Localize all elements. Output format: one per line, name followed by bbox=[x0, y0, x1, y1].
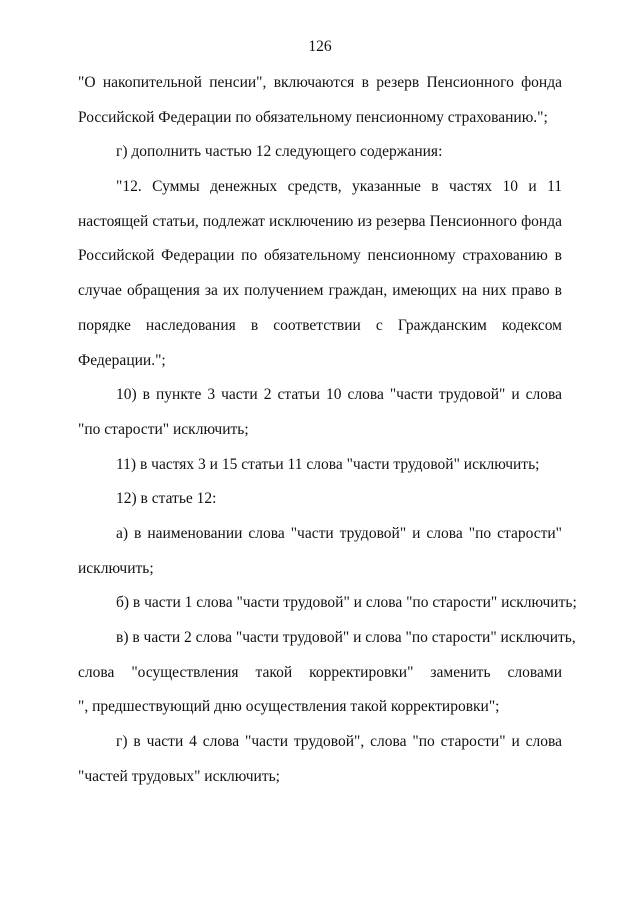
text-line: Российской Федерации по обязательному пенсионному страхованию в bbox=[78, 247, 562, 265]
text-line: Федерации."; bbox=[78, 351, 166, 369]
text-line: а) в наименовании слова "части трудовой" и слова "по старости" bbox=[116, 524, 562, 542]
text-line: "по старости" исключить; bbox=[78, 420, 249, 438]
text-line: настоящей статьи, подлежат исключению из резерва Пенсионного фонда bbox=[78, 212, 562, 230]
text-line: в) в части 2 слова "части трудовой" и слова "по старости" исключить, bbox=[116, 629, 576, 646]
text-line: г) дополнить частью 12 следующего содержания: bbox=[116, 143, 443, 161]
text-line: исключить; bbox=[78, 559, 154, 577]
text-line: "12. Суммы денежных средств, указанные в частях 10 и 11 bbox=[116, 178, 562, 196]
text-line: порядке наследования в соответствии с Гражданским кодексом bbox=[78, 316, 562, 334]
text-line: 11) в частях 3 и 15 статьи 11 слова "части трудовой" исключить; bbox=[116, 455, 540, 473]
text-line: б) в части 1 слова "части трудовой" и слова "по старости" исключить; bbox=[116, 594, 577, 612]
text-line: случае обращения за их получением граждан, имеющих на них право в bbox=[78, 282, 562, 300]
text-line: г) в части 4 слова "части трудовой", слова "по старости" и слова bbox=[116, 733, 562, 751]
text-line: слова "осуществления такой корректировки" заменить словами bbox=[78, 663, 562, 681]
text-line: Российской Федерации по обязательному пенсионному страхованию."; bbox=[78, 108, 548, 126]
text-line: "частей трудовых" исключить; bbox=[78, 767, 280, 785]
text-line: "О накопительной пенсии", включаются в резерв Пенсионного фонда bbox=[78, 74, 562, 91]
text-line: 10) в пункте 3 части 2 статьи 10 слова "части трудовой" и слова bbox=[116, 386, 562, 404]
text-line: ", предшествующий дню осуществления такой корректировки"; bbox=[78, 698, 500, 716]
document-body bbox=[78, 66, 577, 794]
text-line: 12) в статье 12: bbox=[116, 490, 217, 508]
page-number: 126 bbox=[308, 38, 332, 55]
